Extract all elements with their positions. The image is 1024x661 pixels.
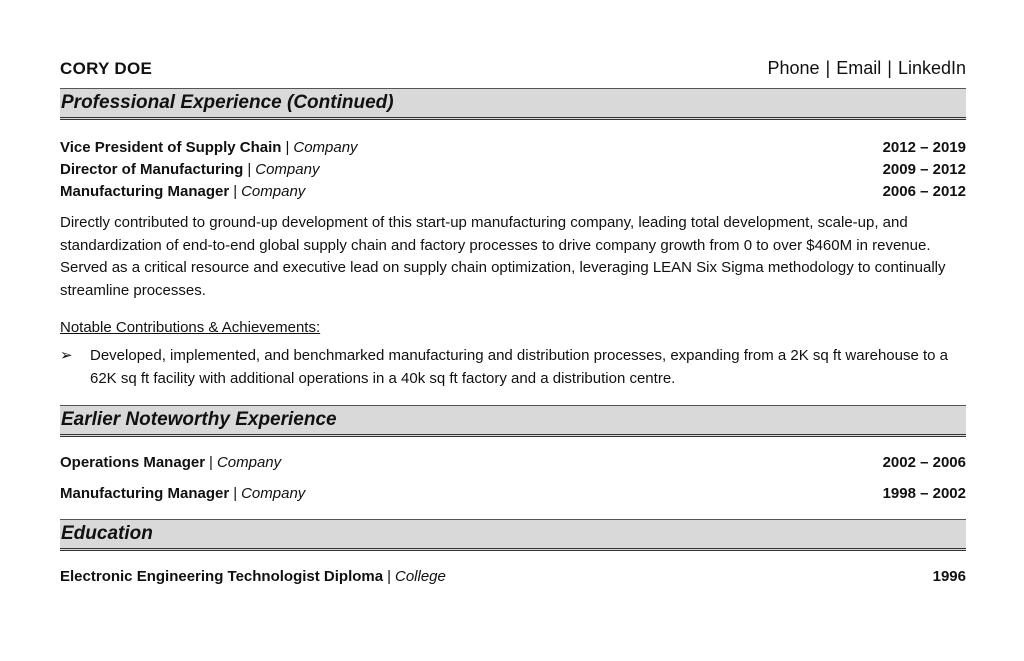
role-title: Director of Manufacturing (60, 161, 244, 178)
role-title: Operations Manager (60, 454, 206, 471)
section-header-education (60, 519, 966, 551)
role-company: Company (241, 183, 306, 200)
role-separator: | (285, 139, 290, 156)
role-row (60, 452, 966, 474)
section-header-earlier (60, 405, 966, 437)
contact-phone: Phone (767, 58, 820, 78)
contact-separator: | (825, 58, 831, 78)
role-dates: 1998 – 2002 (882, 485, 966, 502)
role-row (60, 137, 966, 159)
candidate-name: CORY DOE (60, 59, 153, 78)
role-row (60, 181, 966, 203)
role-company: Company (293, 139, 358, 156)
contact-linkedin: LinkedIn (897, 58, 966, 78)
role-dates: 2006 – 2012 (882, 183, 966, 200)
notable-heading: Notable Contributions & Achievements: (60, 319, 321, 336)
role-title: Manufacturing Manager (60, 183, 230, 200)
role-summary: Directly contributed to ground-up development of this start-up manufacturing company, leading total development, scale-up, and standardization of end-to-end global supply chain and factory processes to drive company growth from 0 to over $460M in revenue. Served as a critical resource and executive lead on supply chain optimization, leveraging LEAN Six Sigma methodology to continually streamline processes. (60, 214, 946, 299)
role-separator: | (233, 485, 238, 502)
role-separator: | (247, 161, 252, 178)
resume-page (60, 58, 966, 588)
degree-title: Electronic Engineering Technologist Diploma (60, 568, 384, 585)
section-title: Earlier Noteworthy Experience (61, 409, 337, 430)
role-company: Company (255, 161, 320, 178)
role-separator: | (233, 183, 238, 200)
role-company: Company (216, 454, 282, 471)
section-title: Professional Experience (Continued) (61, 92, 394, 113)
institution-name: College (395, 568, 446, 585)
role-dates: 2002 – 2006 (882, 454, 966, 471)
education-row (60, 566, 966, 588)
role-row (60, 159, 966, 181)
arrow-bullet-icon: ➢ (60, 347, 73, 364)
role-separator: | (387, 568, 391, 585)
contact-info (767, 58, 966, 79)
role-separator: | (209, 454, 213, 471)
role-row (60, 483, 966, 505)
role-company: Company (241, 485, 306, 502)
resume-header (60, 58, 966, 88)
section-header-professional (60, 88, 966, 120)
section-title: Education (61, 523, 153, 544)
bullet-text: Developed, implemented, and benchmarked manufacturing and distribution processes, expanding from a 2K sq ft warehouse to a 62K sq ft facility with additional operations in a 40k sq ft factory and a distribution centre. (90, 347, 949, 387)
education-year: 1996 (932, 568, 966, 585)
achievement-bullet (60, 345, 966, 390)
role-dates: 2012 – 2019 (882, 139, 966, 156)
role-title: Vice President of Supply Chain (60, 139, 282, 156)
contact-separator: | (887, 58, 892, 78)
role-dates: 2009 – 2012 (882, 161, 966, 178)
role-title: Manufacturing Manager (60, 485, 230, 502)
contact-email: Email (836, 58, 882, 78)
